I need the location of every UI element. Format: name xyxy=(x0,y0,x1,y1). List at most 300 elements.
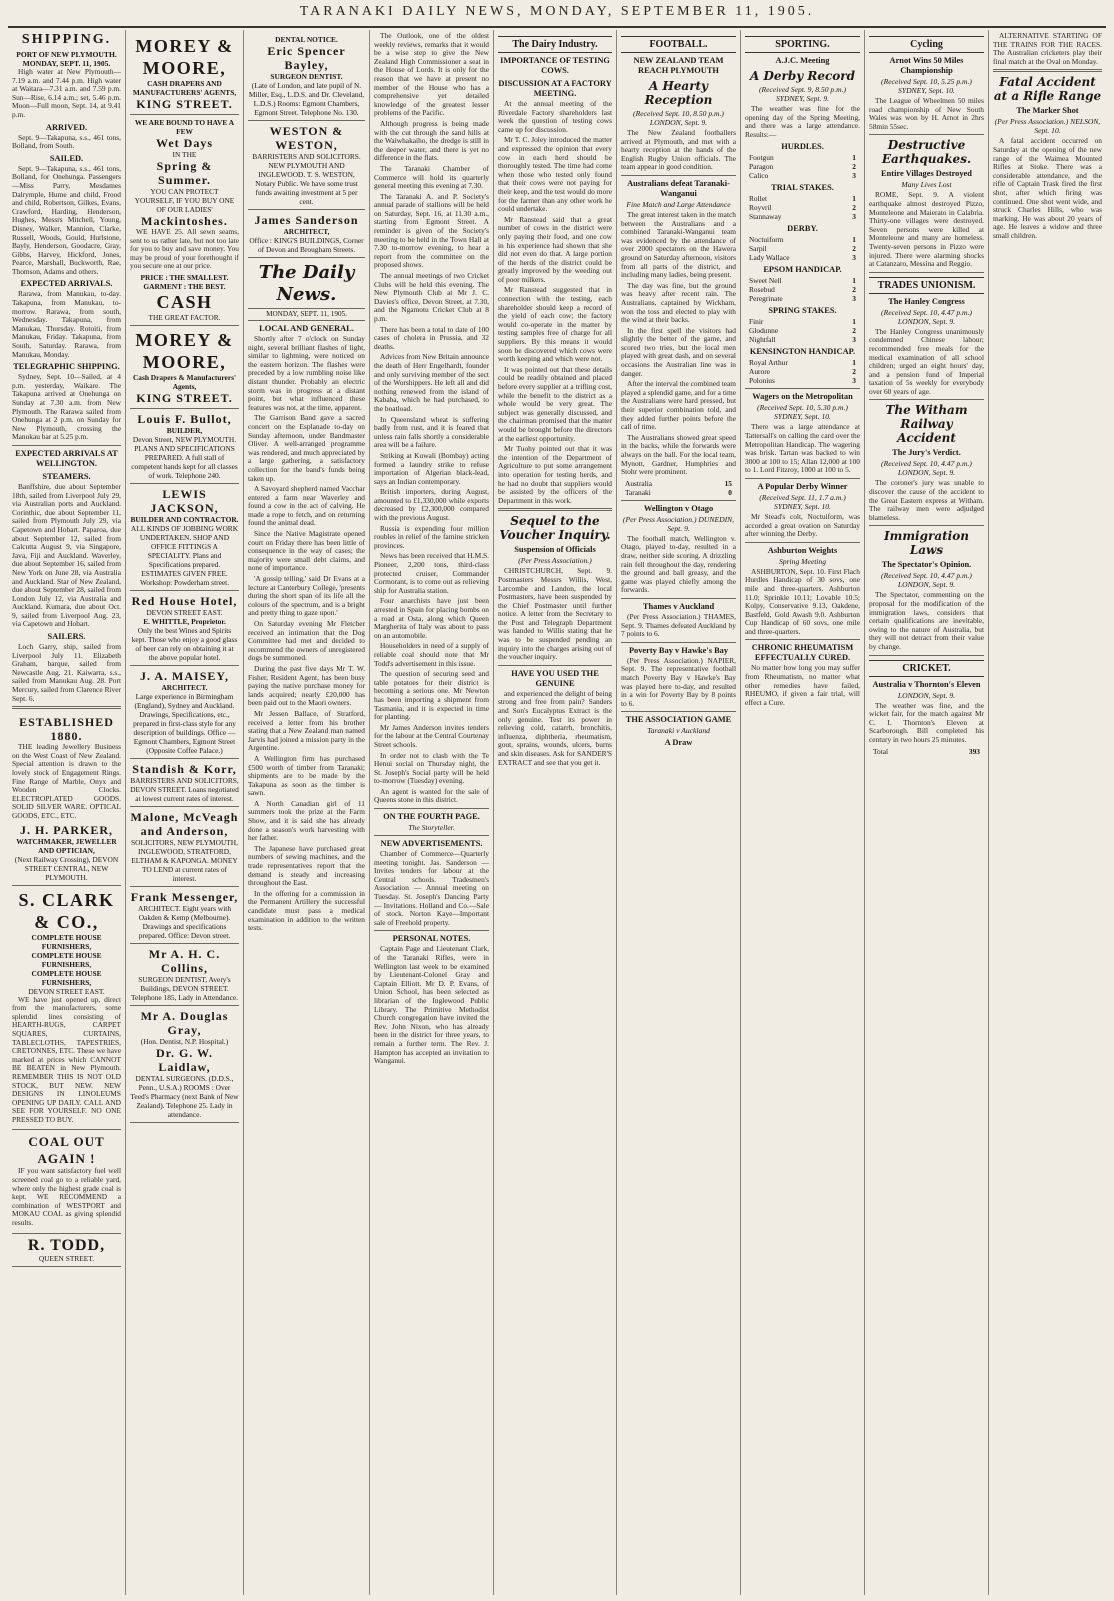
earthquake-sub2: Many Lives Lost xyxy=(901,180,952,190)
divider xyxy=(869,272,984,273)
cricket-total-line xyxy=(869,747,984,756)
divider xyxy=(374,808,489,809)
parker-address: (Next Railway Crossing), DEVON STREET CENTRAL, NEW PLYMOUTH. xyxy=(14,854,119,882)
wagers-head: Wagers on the Metropolitan xyxy=(752,392,853,402)
established-text: THE leading Jewellery Business on the West Coast of New Zealand. Special attention is drawn to the lovely stock of Engagement Rings. Fine Range of Marble, Onyx and Wooden Clocks. ELECTROPLATED GOODS. SOLID SILVER WARE. OPTICAL GOODS, ETC., ETC. xyxy=(12,742,121,820)
spectator-head: The Spectator's Opinion. xyxy=(881,560,972,570)
popular-text: Mr Stead's colt, Noctuiform, was accorded a great ovation on Saturday after winning the Derby. xyxy=(745,511,860,539)
divider xyxy=(498,508,612,511)
derby-text: The weather was fine for the opening day of the Spring Meeting, and there was a large attendance. Results:— xyxy=(745,104,860,139)
wet-days: Wet Days xyxy=(156,136,213,150)
morey-trade: CASH DRAPERS AND MANUFACTURERS' AGENTS, xyxy=(132,79,237,97)
expected-head: EXPECTED ARRIVALS. xyxy=(20,279,113,289)
red-house-ad xyxy=(130,591,239,666)
wellington-arrivals-head: EXPECTED ARRIVALS AT WELLINGTON. xyxy=(15,448,118,468)
clark-name: S. CLARK & CO., xyxy=(18,889,115,932)
race-result xyxy=(745,294,860,303)
paper-date: MONDAY, SEPT. 11, 1905. xyxy=(248,308,365,321)
standish-text: BARRISTERS AND SOLICITORS, DEVON STREET. Loans negotiated at lowest current rates of interest. xyxy=(130,775,239,803)
horse-pos: 1 xyxy=(852,235,856,245)
horse-pos: 3 xyxy=(852,253,856,263)
clark-line: COMPLETE HOUSE FURNISHERS, xyxy=(31,932,102,951)
horse-pos: 3 xyxy=(852,294,856,304)
news-paragraph: In the first spell the visitors had slightly the better of the game, and scored two tries, but the local men played with great dash, and on several occasions the Australian line was in danger. xyxy=(621,325,736,378)
ajc-head: A.J.C. Meeting xyxy=(775,56,830,65)
bayley-trade: SURGEON DENTIST. xyxy=(270,72,343,81)
divider xyxy=(621,598,736,599)
spring-stakes-head: SPRING STAKES. xyxy=(768,306,837,316)
news-paragraph: The Australians showed great speed in the backs, while the forwards were always on the ball. For the local team, Mynott, Gardner, Humphries and Stohr were prominent. xyxy=(621,432,736,477)
hurdles-head: HURDLES. xyxy=(781,142,824,152)
news-paragraph: During the past five days Mr T. W. Fisher, Resident Agent, has been busy paying the native purchase money for lands acquired; nearly £20,000 has been paid out to the Maori owners. xyxy=(248,663,365,708)
horse-name: Footgun xyxy=(749,153,774,163)
news-paragraph: The Garrison Band gave a sacred concert on the Esplanade to-day on Sunday afternoon, under Bandmaster Oliver. A well-arranged programme was rendered, and much appreciated by a large gathering, a satisfactory collection for the band's funds being taken up. xyxy=(248,413,365,483)
wellington-assoc: (Per Press Association.) DUNEDIN, Sept. 9. xyxy=(622,514,735,533)
maisey-text: Large experience in Birmingham (England), Sydney and Auckland. Drawings, Specifications, etc., prepared in first-class style for any description of buildings. Office — Egmont Chambers, Egmont Street (Opposite Coffee Palace.) xyxy=(133,691,236,755)
malone-ad xyxy=(130,807,239,887)
poverty-bay-head: Poverty Bay v Hawke's Bay xyxy=(628,645,729,655)
morey-moore-ad-2 xyxy=(130,326,239,409)
morey-title: MOREY & MOORE, xyxy=(135,36,234,78)
divider xyxy=(12,706,121,709)
cricket-text: The weather was fine, and the wicket fair, for the match against Mr C. I. Thornton's Eleven at Scarborough. Bill completed his century in two hours 25 minutes. xyxy=(869,700,984,744)
nz-team-head: NEW ZEALAND TEAM REACH PLYMOUTH xyxy=(633,56,724,75)
trades-head: TRADES UNIONISM. xyxy=(869,277,984,294)
horse-name: Calico xyxy=(749,171,769,181)
horse-name: Rosebud xyxy=(749,285,775,295)
derby-assoc: (Received Sept. 9, 8.50 p.m.) SYDNEY, Sept. 9. xyxy=(758,85,847,103)
column-8 xyxy=(865,30,989,1595)
wet-days-ad xyxy=(130,115,239,326)
dairy-industry-head: The Dairy Industry. xyxy=(498,36,612,53)
todd-name: R. TODD, xyxy=(27,1236,106,1254)
trial-head: TRIAL STAKES. xyxy=(771,183,834,193)
news-paragraph: A Wellington firm has purchased £500 worth of timber from Taranaki; shipments are to be made by the Takapuna as soon as the timber is sawn. xyxy=(248,753,365,798)
epsom-head: EPSOM HANDICAP. xyxy=(763,265,842,275)
news-paragraph: Mr Ranstead said that a great number of cows in the district were only paying their food, and one cow in his experience had shown that she did not even do that. A large portion of the herds of the district could be greatly improved by the weeding out of poor milkers. xyxy=(498,214,612,284)
maisey-trade: ARCHITECT. xyxy=(161,682,208,692)
cricket-assoc: LONDON, Sept. 9. xyxy=(897,690,956,700)
news-paragraph: Mr Tuohy pointed out that it was the intention of the Department of Agriculture to put some arrangement into operation for testing herds, and he had no doubt that suppliers would be assisted by the officers of the Department in this work. xyxy=(498,444,612,505)
news-paragraph: The Outlook, one of the oldest weekly reviews, remarks that it would be a wise step to give the New Zealand High Commissioner a seat in the House of Lords. It is only for the reason that we have at present no member of the House who has a comprehensive yet detailed knowledge of the greatest lesser problems of the Pacific. xyxy=(374,31,489,118)
jackson-name: LEWIS JACKSON, xyxy=(150,486,219,515)
race-result xyxy=(745,244,860,253)
sequel-head: Sequel to the Voucher Inquiry. xyxy=(499,514,611,543)
local-general-head: LOCAL AND GENERAL. xyxy=(259,324,354,333)
hearty-head: A Hearty Reception xyxy=(644,79,713,107)
morey2-trade: Cash Drapers & Manufacturers' Agents, xyxy=(132,372,237,391)
paper-title: The Daily News. xyxy=(258,262,355,305)
news-paragraph: Mr Jessen Ballace, of Stratford, received a letter from his brother stating that a New Zealand man named Jarvis had joined a mission party in the Argentine. xyxy=(248,708,365,753)
horse-name: Rollet xyxy=(749,194,768,204)
standish-ad xyxy=(130,759,239,807)
morey-moore-ad xyxy=(130,32,239,115)
ashburton-sub: Spring Meeting xyxy=(778,556,827,566)
horse-pos: 3 xyxy=(852,171,856,181)
jury-head: The Jury's Verdict. xyxy=(892,448,961,458)
sailed-head: SAILED. xyxy=(49,153,84,163)
fine-match-head: Fine Match and Large Attendance xyxy=(626,199,731,209)
news-paragraph: Shortly after 7 o'clock on Sunday night, several brilliant flashes of light, similar to lightning, were noticed on the eastern horizon. The flashes were preceded by a low rumbling noise like distant thunder. Probably an electric storm was in progress at a distant point, but what influenced these features was not, at the time, apparent. xyxy=(248,334,365,412)
dental-notice: DENTAL NOTICE. xyxy=(275,35,338,44)
race-result xyxy=(745,285,860,294)
horse-pos: 2 xyxy=(852,203,856,213)
todd-ad xyxy=(12,1234,121,1267)
personal-text: Captain Page and Lieutenant Clark, of the Taranaki Rifles, were in Wellington last week to be examined by Lieutenant-Colonel Gray and Captain Elliott. Mr D. P. Evans, of Union School, has been selected as librarian of the Inglewood Public Library. The Primitive Methodist Church congregation have invited the Rev. John Nixon, who has already been in the district for three years, to remain a further term. The Rev. J. Hampton has accepted an invitation to Wanganui. xyxy=(374,944,489,1066)
mackintosh-text: WE HAVE 25. All sewn seams, sent to us rather late, but not too late for you to buy and save money. You may be proud of your forethought if you secure one at our price. xyxy=(130,227,239,271)
weston-ad xyxy=(248,121,365,210)
spectator-text: The Spectator, commenting on the proposal for the modification of the immigration laws, considers that certain qualifications are inevitable, owing to the nature of Australia, but they will not detract from their value by change. xyxy=(869,590,984,651)
news-paragraph: Although progress is being made with the cut through the sand hills at the Waiwhakaiho, the dredge is still in the deeper water, and there is yet no difference in the flats. xyxy=(374,118,489,163)
columns xyxy=(8,30,1106,1595)
race-result xyxy=(745,253,860,262)
horse-name: Paragon xyxy=(749,162,774,172)
news-paragraph: Mr Ranstead suggested that in connection with the testing, each shareholder should keep a record of the yield of each cow; the factory would co-operate in the matter by testing samples free of charge for all suppliers. By this means it would soon be discovered which cows were worth keeping and which were not. xyxy=(498,285,612,364)
cycling-head: Cycling xyxy=(869,36,984,53)
popular-head: A Popular Derby Winner xyxy=(757,481,848,491)
personal-head: PERSONAL NOTES. xyxy=(392,934,471,944)
race-result xyxy=(745,335,860,344)
fatal-head: Fatal Accident at a Rifle Range xyxy=(993,75,1102,104)
news-paragraph: Russia is expending four million roubles in relief of the famine stricken provinces. xyxy=(374,523,489,550)
protect-text: YOU CAN PROTECT YOURSELF, IF YOU BUY ONE OF OUR LADIES' xyxy=(134,187,235,214)
column-1 xyxy=(8,30,126,1595)
race-result xyxy=(745,317,860,326)
wet-head: WE ARE BOUND TO HAVE A FEW xyxy=(134,118,235,136)
horse-name: Noctuiform xyxy=(749,235,784,245)
divider xyxy=(12,445,121,446)
spring-summer: Spring & Summer. xyxy=(156,159,213,187)
race-result xyxy=(745,358,860,367)
chronic-text: No matter how long you may suffer from Rheumatism, no matter what other remedies have failed, RHEUMO, if given a fair trial, will effect a Cure. xyxy=(745,663,860,707)
bullot-trade: BUILDER, xyxy=(166,425,203,435)
masthead: TARANAKI DAILY NEWS, MONDAY, SEPTEMBER 11, 1905. xyxy=(299,4,815,19)
morey-street: KING STREET. xyxy=(136,97,233,111)
messenger-ad xyxy=(130,887,239,944)
score-points: 0 xyxy=(728,487,732,497)
news-paragraph: The Taranaki Chamber of Commerce will hold its quarterly general meeting this evening at 7.30. xyxy=(374,163,489,191)
maisey-name: J. A. MAISEY, xyxy=(140,668,229,683)
earthquake-head: Destructive Earthquakes. xyxy=(881,138,972,167)
clark-text: WE have just opened up, direct from the manufacturers, some splendid lines consisting of HEARTH-RUGS, CARPET SQUARES, CURTAINS, TABLECLOTHS, TAPESTRIES, CRETONNES, ETC. These we have marked at prices which CANNOT BE BEATEN in New Plymouth. REMEMBER THIS IS NOT OLD STOCK, BUT NEW. NEW DESIGNS IN LINOLEUMS OPENING UP DAILY. CALL AND SEE FOR YOURSELF. NO ONE PRESSED TO BUY. xyxy=(12,994,121,1124)
wagers-assoc: (Received Sept. 10, 5.30 p.m.) SYDNEY, Sept. 10. xyxy=(757,403,848,422)
news-paragraph: Householders in need of a supply of reliable coal should note that Mr Todd's advertisement in this issue. xyxy=(374,641,489,668)
popular-assoc: (Received Sept. 11, 1.7 a.m.) SYDNEY, Sept. 10. xyxy=(759,492,846,511)
race-result xyxy=(745,326,860,335)
clark-line: COMPLETE HOUSE FURNISHERS, xyxy=(31,950,102,969)
divider xyxy=(745,478,860,479)
race-result xyxy=(745,212,860,221)
cricket-head: CRICKET. xyxy=(869,660,984,677)
news-paragraph: The Taranaki A. and P. Society's annual parade of stallions will be held on Saturday, Sept. 16, at 11.30 a.m., starting from Egmont Street. A reminder is given of the Society's meeting to be held in the Town Hall at 7.30 to-morrow evening, to hear a report from the committee on the proposed shows. xyxy=(374,191,489,270)
sailers-text: Loch Garry, ship, sailed from Liverpool July 11. Elizabeth Graham, barque, sailed from Newcastle Aug. 21. Kaiwarra, s.s., sailed from Manukau Aug. 28. Port Mercury, sailed from Clarence River Sept. 6. xyxy=(12,642,121,703)
score-points: 15 xyxy=(724,478,732,488)
column-4 xyxy=(370,30,494,1595)
score-line xyxy=(621,488,736,497)
morey2-title: MOREY & MOORE, xyxy=(135,329,234,372)
eucalyptus-text: and experienced the delight of being strong and free from pain? Sanders and Son's Eucalyptus Extract is the only genuine. Test its power in relieving cold, catarrh, bronchitis, influenza, diphtheria, rheumatism, gout, sprains, wounds, ulcers, burns and skin diseases. Ask for SANDER'S EXTRACT and see that you get it. xyxy=(498,688,612,767)
arnot-text: The League of Wheelmen 50 miles road championship of New South Wales was won by H. Arnot in 2hrs 58min 55sec. xyxy=(869,96,984,131)
news-paragraph: In Queensland wheat is suffering badly from rust, and it is feared that unless rain falls shortly a considerable area will be a failure. xyxy=(374,414,489,450)
thames-text: (Per Press Association.) THAMES, Sept. 9. Thames defeated Auckland by 7 points to 6. xyxy=(621,611,736,639)
horse-pos: 3 xyxy=(852,212,856,222)
sequel-assoc: (Per Press Association.) xyxy=(518,556,592,566)
news-paragraph: A North Canadian girl of 11 summers took the prize at the Farm Show, and it is said she has already done a season's work harvesting with her father. xyxy=(248,798,365,843)
parker-trade: WATCHMAKER, JEWELLER AND OPTICIAN, xyxy=(16,836,117,855)
race-result xyxy=(745,194,860,203)
marker-head: The Marker Shot xyxy=(1016,106,1079,116)
sequel-sub: Suspension of Officials xyxy=(514,545,596,555)
dairy-sub-head: IMPORTANCE OF TESTING COWS. xyxy=(500,56,610,75)
mackintoshes: Mackintoshes. xyxy=(141,214,228,228)
news-paragraph: The question of securing seed and table potatoes for their district is becoming a serious one. Mr Newton has been importing a shipment from Tasmania, and it is expected in time for planting. xyxy=(374,669,489,722)
race-result xyxy=(745,276,860,285)
jury-assoc: (Received Sept. 10, 4.47 p.m.) LONDON, Sept. 9. xyxy=(881,459,972,478)
divider xyxy=(745,639,860,640)
news-paragraph: In order not to clash with the Te Henui social on Thursday night, the St. Joseph's Social party will be held to-morrow (Tuesday) evening. xyxy=(374,750,489,786)
gray-name: Mr A. Douglas Gray, xyxy=(140,1008,229,1037)
partial-text: ALTERNATIVE STARTING OF THE TRAINS FOR THE RACES. The Australian cricketers play their final match at the Oval on Monday. xyxy=(993,31,1102,66)
race-result xyxy=(745,367,860,376)
horse-name: Lady Wallace xyxy=(749,253,790,263)
news-paragraph: 'A gossip telling,' said Dr Evans at a lecture at Canterbury College, 'presents during the short span of its life all the colours of the spectrum, and is a bright and pretty thing to gaze upon.' xyxy=(248,574,365,618)
earthquake-text: ROME, Sept. 9. A violent earthquake almost destroyed Pizzo, Monteleone and Maierato in Calabria. Thirty-one villages were destroyed. Seven persons were killed at Monteleone and many are homeless. Twenty-seven persons in Pizzo were injured. There were alarming shocks at Catanzaro, Messina and Reggio. xyxy=(869,190,984,269)
horse-name: Sweet Nell xyxy=(749,276,782,286)
race-result xyxy=(745,203,860,212)
news-paragraph: On Saturday evening Mr Fletcher received an intimation that the Dog Committee had met and decided to recommend the owners of unregistered dogs be summoned. xyxy=(248,619,365,663)
garment-line: GARMENT : THE BEST. xyxy=(143,281,226,291)
weston-text: BARRISTERS AND SOLICITORS. NEW PLYMOUTH AND INGLEWOOD. T. S. WESTON, Notary Public. We have some trust funds awaiting investment at 5 per cent. xyxy=(252,152,361,206)
port-line: PORT OF NEW PLYMOUTH. xyxy=(16,50,117,59)
race-result xyxy=(745,235,860,244)
news-paragraph: British importers, during August, amounted to £1,330,000 while exports decreased by £2,300,000 compared with the previous August. xyxy=(374,487,489,523)
horse-name: Finir xyxy=(749,317,764,327)
divider xyxy=(374,835,489,836)
association-sub: Taranaki v Auckland xyxy=(647,726,710,736)
news-paragraph: The day was fine, but the ground was heavy after recent rain. The Australians, captained by Wickham, won the toss and elected to play with the wind at their backs. xyxy=(621,280,736,325)
messenger-name: Frank Messenger, xyxy=(130,889,239,904)
jackson-text: ALL KINDS OF JOBBING WORK UNDERTAKEN. SHOP AND OFFICE FITTINGS A SPECIALITY. Plans and Specifications prepared. ESTIMATES GIVEN FREE. Workshop: Powderham street. xyxy=(130,523,239,587)
column-2 xyxy=(126,30,244,1595)
news-paragraph: At the annual meeting of the Riverdale Factory shareholders last week the question of testing cows came up for discussion. xyxy=(498,99,612,134)
news-paragraph: After the interval the combined team played a splendid game, and for a time the Australians were hard pressed, but their superior combination told, and they added further points before the call of time. xyxy=(621,379,736,432)
spectator-assoc: (Received Sept. 10, 4.47 p.m.) LONDON, Sept. 9. xyxy=(881,571,972,590)
cash-side: THE GREAT FACTOR. xyxy=(148,312,221,322)
hanley-assoc: (Received Sept. 10, 4.47 p.m.) LONDON, Sept. 9. xyxy=(881,307,972,326)
cricket-total-label: Total xyxy=(873,746,889,756)
maisey-ad xyxy=(130,666,239,759)
arrived-head: ARRIVED. xyxy=(45,122,88,132)
horse-pos: 3 xyxy=(852,376,856,386)
shipping-title: SHIPPING. xyxy=(21,32,112,47)
bullot-ad xyxy=(130,409,239,484)
arrived-text: Sept. 9—Takapuna, s.s., 461 tons, Bolland, from South. xyxy=(12,132,121,151)
new-ads-head: NEW ADVERTISEMENTS. xyxy=(380,839,483,849)
sanderson-text: Office : KING'S BUILDINGS, Corner of Devon and Brougham Streets. xyxy=(249,236,364,254)
column-5 xyxy=(494,30,617,1595)
news-paragraph: Since the Native Magistrate opened court on Friday there has been little of consequence in the way of cases; the majority were small debt claims, and none of importance. xyxy=(248,529,365,573)
parker-name: J. H. PARKER, xyxy=(19,822,114,837)
news-paragraph: It was pointed out that these details could be readily obtained and placed before every supplier at a trifling cost, while the benefit to the district as a whole would be very great. The subject was generally discussed, and the chairman promised that the matter would be brought before the directors at the earliest opportunity. xyxy=(498,364,612,443)
wagers-text: There was a large attendance at Tattersall's on calling the card over the Metropolitan Handicap. The wagering was brisk. Tartan was backed to win 3000 at 100 to 15; Allan 12,000 at 100 to 1. Lord Fitzroy, 1000 at 100 to 5. xyxy=(745,422,860,475)
race-result xyxy=(745,171,860,180)
divider xyxy=(869,525,984,526)
telegraphic-text: Sydney, Sept. 10—Sailed, at 4 p.m. yesterday, Waikare. The Takapuna arrived at Onehunga on Sunday at 7.30 a.m. from New Plymouth. The Rarawa sailed from Onehunga at 2 p.m. on Sunday for New Plymouth, crossing the Manukau bar at 5.25 p.m. xyxy=(12,372,121,442)
wellington-text: The football match, Wellington v. Otago, played to-day, resulted in a draw, neither side scoring. A drizzling rain fell throughout the day, rendering the ground and ball greasy, and the game was played chiefly among the forwards. xyxy=(621,533,736,595)
arnot-assoc: (Received Sept. 10, 5.25 p.m.) SYDNEY, Sept. 10. xyxy=(881,77,972,95)
jury-text: The coroner's jury was unable to discover the cause of the accident to the Great Eastern express at Witham. The railway men were adjudged blameless. xyxy=(869,478,984,522)
horse-pos: 1 xyxy=(852,317,856,327)
sequel-text: CHRISTCHURCH, Sept. 9. Postmasters Messrs Willis, West, Larcombe and Landon, the local Postmasters, have been suspended by the Chief Postmaster until further notice. A letter from the Secretary to the Post and Telegraph Department was handed to Willis stating that he was to be suspended pending an inquiry into the charges arising out of the voucher inquiry. xyxy=(498,566,612,662)
dentists-ad xyxy=(130,1006,239,1123)
hearty-text: The New Zealand footballers arrived at Plymouth, and met with a hearty reception at the hands of the English Rugby Union officials. The team appear in good condition. xyxy=(621,128,736,172)
clark-line: DEVON STREET EAST. xyxy=(28,986,105,996)
news-paragraph: There has been a total to date of 100 cases of cholera in Prussia, and 32 deaths. xyxy=(374,324,489,351)
horse-name: Aurore xyxy=(749,367,770,377)
horse-name: Royal Arthur xyxy=(749,358,788,368)
kensington-head: KENSINGTON HANDICAP. xyxy=(749,347,856,357)
aus-head: Australians defeat Taranaki-Wanganui xyxy=(627,178,730,198)
football-head: FOOTBALL. xyxy=(621,36,736,53)
news-paragraph: The great interest taken in the match between the Australians and a combined Taranaki-Wanganui team was evidenced by the attendance of over 2000 spectators on the Hawera ground on Saturday afternoon, visitors from all parts of the district, and including many ladies, being present. xyxy=(621,209,736,280)
hearty-assoc: (Received Sept. 10, 8.50 p.m.) LONDON, Sept. 9. xyxy=(633,109,724,127)
ashburton-text: ASHBURTON, Sept. 10. First Flach Hurdles Handicap of 30 sovs, one mile and three-quarters. Ashburton 11.0; Sprinkle 10.11; Lovable 10.5; Kolpy, Conservative 9.13, Oakdene, Bastfeld, Gold Awash 9.0. Ashburton Cup Handicap of 60 sovs, one mile and three-quarters. xyxy=(745,566,860,636)
jackson-trade: BUILDER AND CONTRACTOR. xyxy=(130,514,239,524)
news-paragraph: Four anarchists have just been arrested in Spain for placing bombs on a road at Osta, along which Queen Margherita of Italy was about to pass on an automobile. xyxy=(374,596,489,640)
coal-title: COAL OUT AGAIN ! xyxy=(28,1134,105,1167)
redhouse-name: Red House Hotel, xyxy=(131,593,238,608)
horse-name: Stannaway xyxy=(749,212,782,222)
morey2-street: KING STREET. xyxy=(136,390,233,405)
score-line xyxy=(621,479,736,488)
horse-pos: 3 xyxy=(852,335,856,345)
expected-text: Rarawa, from Manukau, to-day. Takapuna, from Manukau, to-morrow. Rarawa, from south, Wednesday. Takapuna, from Manukau, Thursday. Rotoiti, from Manukau, Friday. Takapuna, from South, Saturday. Rarawa, from Manukau, Monday. xyxy=(12,289,121,359)
news-paragraph: Striking at Kuwali (Bombay) acting formed a laundry strike to refuse importation of Algerian black-lead, says an Indian contemporary. xyxy=(374,450,489,486)
arnot-head: Arnot Wins 50 Miles Championship xyxy=(889,56,964,75)
weston-name: WESTON & WESTON, xyxy=(269,124,344,152)
divider xyxy=(374,930,489,931)
clark-ad xyxy=(12,886,121,1131)
news-paragraph: The annual meetings of two Cricket Clubs will be held this evening. The New Plymouth Club at Mr J. C. Davies's office, Devon Street, at 7.30, and the Ngamotu Cricket Club at 8 p.m. xyxy=(374,271,489,323)
bayley-ad xyxy=(248,32,365,121)
divider xyxy=(869,134,984,135)
horse-name: Peregrinate xyxy=(749,294,783,304)
column-6 xyxy=(617,30,741,1595)
derby-race-head: DERBY. xyxy=(787,224,818,234)
sanderson-name: James Sanderson xyxy=(254,213,359,227)
masthead-rule xyxy=(8,26,1106,28)
marker-assoc: (Per Press Association.) NELSON, Sept. 10. xyxy=(994,117,1101,136)
sanderson-trade: ARCHITECT, xyxy=(283,227,330,236)
race-result xyxy=(745,153,860,162)
news-paragraph: In the offering for a commission in the Permanent Artillery the successful candidate must pass a medical examination in addition to the written tests. xyxy=(248,888,365,933)
horse-name: Glodunne xyxy=(749,326,779,336)
horse-pos: 1 xyxy=(852,194,856,204)
bullot-name: Louis F. Bullot, xyxy=(137,411,232,426)
coal-text: IF you want satisfactory fuel well screened coal go to a reliable yard, where only the highest grade coal is kept. WE RECOMMEND a combination of WESTPORT and MOKAU COAL as giving splendid results. xyxy=(12,1166,121,1228)
collins-name: Mr A. H. C. Collins, xyxy=(148,946,221,975)
whittle-name: E. WHITTLE, Proprietor. xyxy=(143,616,226,626)
gray-text: (Hon. Dentist, N.P. Hospital.) xyxy=(140,1036,229,1046)
news-paragraph: The Japanese have purchased great numbers of sewing machines, and the trade representatives report that the demand is steady and increasing throughout the East. xyxy=(248,843,365,888)
marker-text: A fatal accident occurred on Saturday at the opening of the new range of the Waimea Mounted Rifles at Stoke. There was a considerable attendance, and the rifle of Captain Trask fired the first shot, after which firing was continued. One shot went wide, and struck Charles Hills, who was marking. He was about 20 years of age. He leaves a widow and three small children. xyxy=(993,136,1102,240)
horse-pos: 2 xyxy=(852,326,856,336)
malone-text: SOLICITORS, NEW PLYMOUTH, INGLEWOOD, STRATFORD, ELTHAM & KAPONGA. MONEY TO LEND at current rates of interest. xyxy=(131,837,238,883)
news-paragraph: An agent is wanted for the sale of Queens stone in this district. xyxy=(374,786,489,805)
page-ref-head: ON THE FOURTH PAGE. xyxy=(383,812,480,822)
poverty-text: (Per Press Association.) NAPIER, Sept. 9. The representative football match Poverty Bay v Hawke's Bay was played here to-day, and resulted in a win for Poverty Bay by 8 points to 6. xyxy=(621,655,736,708)
derby-record-head: A Derby Record xyxy=(749,69,856,83)
todd-address: QUEEN STREET. xyxy=(38,1253,95,1263)
eucalyptus-head: HAVE YOU USED THE GENUINE xyxy=(511,668,599,688)
cricket-total: 393 xyxy=(968,746,980,756)
redhouse-address: DEVON STREET EAST. xyxy=(146,607,223,617)
laidlaw-text: DENTAL SURGEONS. (D.D.S., Penn., U.S.A.) ROOMS : Over Teed's Pharmacy (next Bank of New Zealand). Telephone 25. Lady in attendance. xyxy=(130,1073,239,1119)
wet-in-the: IN THE xyxy=(172,150,197,159)
malone-name: Malone, McVeagh and Anderson, xyxy=(130,809,239,838)
bullot-text: Devon Street, NEW PLYMOUTH. PLANS AND SPECIFICATIONS PREPARED. A full stall of competent hands kept for all classes of work. Telephone 240. xyxy=(131,434,238,480)
horse-pos: 2 xyxy=(852,367,856,377)
divider xyxy=(869,399,984,400)
news-paragraph: Advices from New Britain announce the death of Herr Engelhardt, founder and only surviving member of the sect of the Worshippers. He left all and did nothing renewed from the island of Kababa, which he had purchased, to the boatload. xyxy=(374,352,489,413)
sailers-head: SAILERS. xyxy=(47,632,86,642)
divider xyxy=(621,642,736,643)
race-result xyxy=(745,162,860,171)
news-paragraph: News has been received that H.M.S. Pioneer, 2,200 tons, third-class protected cruiser, Commander Cormorant, is to come out as relieving ship for Australia station. xyxy=(374,551,489,595)
whittle-text: Only the best Wines and Spirits kept. Those who enjoy a good glass of beer can rely on obtaining it at the above popular hotel. xyxy=(131,625,238,662)
race-result xyxy=(745,376,860,385)
divider xyxy=(745,542,860,543)
divider xyxy=(498,665,612,666)
cricket-sub: Australia v Thornton's Eleven xyxy=(872,679,981,689)
association-head: THE ASSOCIATION GAME xyxy=(625,715,732,725)
horse-name: Sarpil xyxy=(749,244,767,254)
steamers-text: Banffshire, due about September 18th, sailed from Liverpool July 29, via Australian ports and Auckland. Corinthic, due about September 11, sailed from Plymouth July 29, via Capetown and Hobart. Paparoa, due about September 12, sailed from Calcutta August 9, via Singapore, Java, Fiji and Auckland. Waverley, due about September 16, sailed from New York on June 28, via Australia and Auckland. Star of New Zealand, due about September 28, sailed from London July 12, via Australia and Auckland. Kumara, due about Oct. 9, sailed from Liverpool Aug. 23, via Capetown and Hobart. xyxy=(12,481,121,629)
news-paragraph: A Savoyard shepherd named Vacchar entered a farm near Waverley and found a cow in the act of calving. He made a rope to fetch, and on returning found the animal dead. xyxy=(248,484,365,528)
telegraphic-head: TELEGRAPHIC SHIPPING. xyxy=(13,362,120,372)
horse-pos: 1 xyxy=(852,276,856,286)
chronic-head: CHRONIC RHEUMATISM EFFECTUALLY CURED. xyxy=(751,643,854,663)
clark-line: COMPLETE HOUSE FURNISHERS, xyxy=(31,968,102,987)
horse-pos: 1 xyxy=(852,358,856,368)
divider xyxy=(621,175,736,176)
bayley-text: (Late of London, and late pupil of N. Miller, Esq., L.D.S. and Dr. Cleveland, L.D.S.) Rooms: Egmont Chambers, Egmont Street. Telephone No. 130. xyxy=(248,81,365,117)
shipping-date: MONDAY, SEPT. 11, 1905. xyxy=(22,59,111,68)
hanley-text: The Hanley Congress unanimously condemned Chinese labour; recommended free meals for the medical examination of all school children; urged an eight hours' day, and a pension fund of Imperial taxation of 5s weekly for everybody over 60 years of age. xyxy=(869,326,984,396)
bayley-name: Eric Spencer Bayley, xyxy=(267,44,346,72)
immigration-head: Immigration Laws xyxy=(884,529,969,558)
hanley-head: The Hanley Congress xyxy=(888,296,965,306)
column-7 xyxy=(741,30,865,1595)
collins-text: SURGEON DENTIST, Avery's Buildings, DEVON STREET. Telephone 185, Lady in Attendance. xyxy=(130,974,239,1002)
wellington-otago-head: Wellington v Otago xyxy=(643,503,714,513)
sailed-text: Sept. 9—Takapuna, s.s., 461 tons, Bolland, for Onehunga. Passengers—Miss Parry, Mesdames Dalrymple, Hume and child, Frood and child, Robertson, Gilkes, Evans, Crawford, Harding, Henderson, Hughes, Messrs Mitchell, Young, Disney, Walker, Mannion, Clarke, Russell, Woods, Gould, Hurlstone, Bayly, Henderson, Goodacre, Gray, Gibbs, Harvey, Hickford, Jones, Pearce, Marshall, Buckworth, Rae, Thomson, Adams and others. xyxy=(12,163,121,276)
column-9 xyxy=(989,30,1106,1595)
horse-pos: 1 xyxy=(852,153,856,163)
established-title: ESTABLISHED 1880. xyxy=(19,715,114,744)
page-ref-text: The Storyteller. xyxy=(408,823,455,833)
divider xyxy=(993,69,1102,72)
collins-ad xyxy=(130,944,239,1006)
score-team: Australia xyxy=(625,478,653,488)
horse-name: Nightfall xyxy=(749,335,776,345)
horse-pos: 2 xyxy=(852,162,856,172)
sporting-head: SPORTING. xyxy=(745,36,860,53)
news-paragraph: Mr T. C. Joley introduced the matter and expressed the opinion that every cow in each herd should be thoroughly tested. The time had come when those who tested only found that their cows were not paying for their keep, and the test would do more for the farmer than any other work he could undertake. xyxy=(498,135,612,214)
earthquake-sub: Entire Villages Destroyed xyxy=(881,169,972,179)
horse-name: Royvril xyxy=(749,203,772,213)
cash-word: CASH xyxy=(156,291,213,312)
